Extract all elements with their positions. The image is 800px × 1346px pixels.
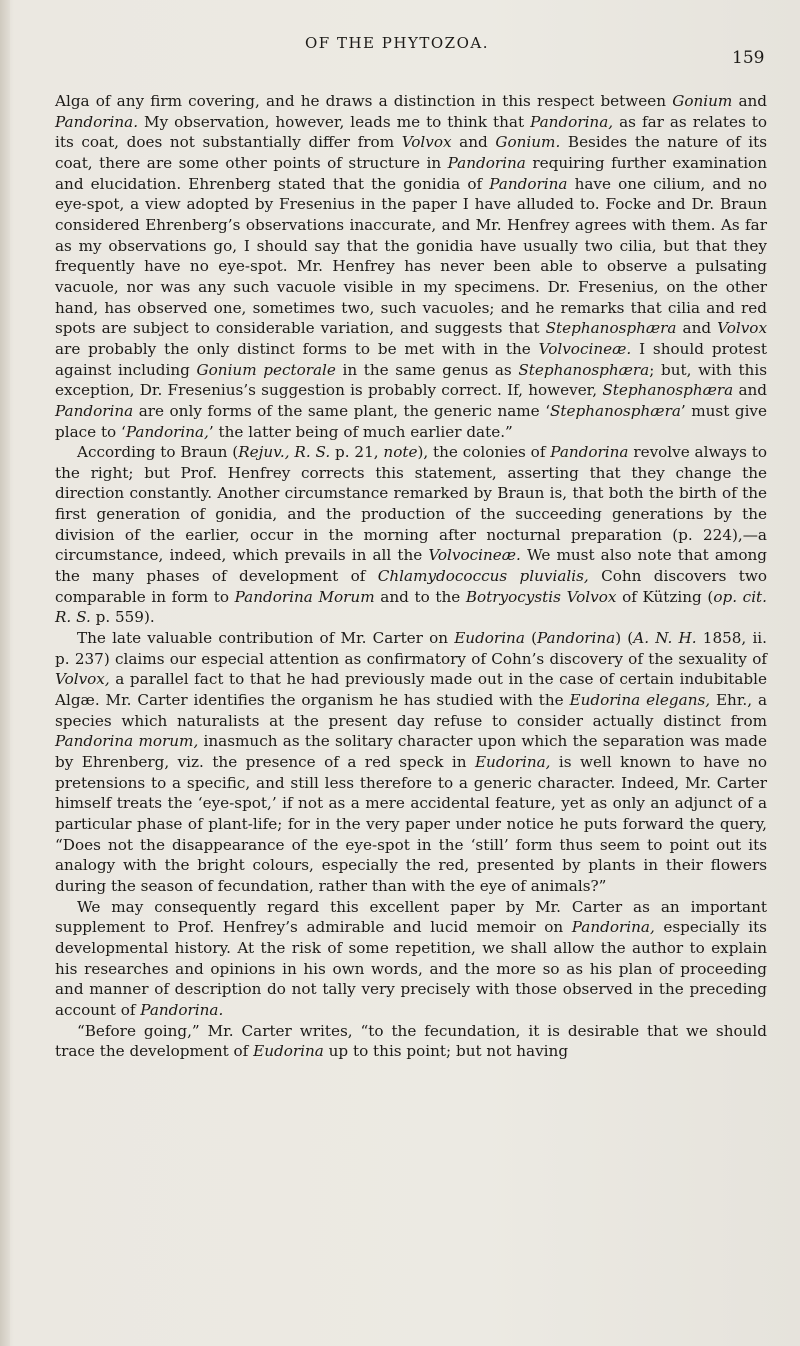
running-head: OF THE PHYTOZOA. xyxy=(305,34,489,52)
text-run: ; but, with this exception, Dr. Fresenius’s suggestion is probably correct. If, however, xyxy=(55,360,767,400)
text-run: I should protest against including xyxy=(55,339,767,379)
text-run: and xyxy=(451,133,496,152)
italic-run: Volvocineæ. xyxy=(428,546,521,565)
italic-run: Pandorina morum, xyxy=(55,732,199,751)
text-run: up to this point; but not having xyxy=(323,1042,569,1061)
text-run: in the same genus as xyxy=(335,360,519,379)
text-run: as far as relates to its coat, does not substantially differ from xyxy=(55,112,767,152)
italic-run: Rejuv., R. S. xyxy=(238,443,331,462)
text-run: 1858, ii. p. 237) claims our especial attention as confirmatory of Cohn’s discovery of the sexuality of xyxy=(55,629,767,668)
italic-run: Pandorina, xyxy=(125,422,209,441)
italic-run: Pandorina, xyxy=(571,918,655,937)
text-run: p. 21, xyxy=(330,443,384,462)
text-run: ’ the latter being of much earlier date.” xyxy=(208,422,513,441)
text-run: ’ must give place to ‘ xyxy=(55,401,767,441)
text-run: have one cilium, and no eye-spot, a view adopted by Fresenius in the paper I have alluded to. Focke and Dr. Braun considered Ehrenberg’s observations inaccurate, and Mr. Henfrey agrees with them. As far as my observations go, I should say that the gonidia have usually two cilia, but that they frequently have no eye-spot. Mr. Henfrey has never been able to observe a pulsating vacuole, nor was any such vacuole visible in my specimens. Dr. Fresenius, on the other hand, has observed one, sometimes two, such vacuoles; and he remarks that cilia and red spots are subject to considerable variation, and suggests that xyxy=(55,174,767,338)
italic-run: Stephanosphæra xyxy=(550,401,681,420)
text-run: The late valuable contribution of Mr. Carter on xyxy=(77,629,455,648)
italic-run: Pandorina. xyxy=(140,1000,224,1019)
text-run: and xyxy=(732,92,768,110)
text-run: and to the xyxy=(374,587,466,606)
paragraph-4 xyxy=(55,897,767,1021)
italic-run: Eudorina elegans, xyxy=(569,691,711,710)
paragraph-2 xyxy=(55,442,767,628)
italic-run: Volvox, xyxy=(55,670,110,689)
italic-run: Eudorina, xyxy=(474,753,551,771)
text-run: a parallel fact to that he had previously made out in the case of certain indubitable Algæ. Mr. Carter identifies the organism he has studied with the xyxy=(55,670,767,710)
italic-run: Pandorina. xyxy=(55,112,139,131)
italic-run: Pandorina xyxy=(447,153,526,172)
text-run: We may consequently regard this excellent paper by Mr. Carter as an important supplement to Prof. Henfrey’s admirable and lucid memoir on xyxy=(55,897,767,937)
italic-run: Botryocystis Volvox xyxy=(465,587,617,606)
italic-run: Volvox xyxy=(401,133,452,152)
italic-run: Pandorina, xyxy=(530,112,614,131)
text-run: “Before going,” Mr. Carter writes, “to the fecundation, it is desirable that we should trace the development of xyxy=(55,1021,767,1061)
text-run: ), the colonies of xyxy=(417,443,551,462)
text-run: My observation, however, leads me to think that xyxy=(138,112,531,131)
text-run: and xyxy=(676,319,718,338)
italic-run: Gonium. xyxy=(495,133,561,152)
text-run: Alga of any firm covering, and he draws a distinction in this respect between xyxy=(55,92,673,110)
page-spine-shadow xyxy=(0,0,10,1346)
italic-run: Pandorina xyxy=(489,174,568,193)
text-run: ) ( xyxy=(615,629,634,648)
italic-run: Chlamydococcus pluvialis, xyxy=(377,567,589,586)
italic-run: Pandorina xyxy=(550,443,629,462)
italic-run: Pandorina xyxy=(55,401,134,420)
text-run: According to Braun ( xyxy=(77,443,239,462)
italic-run: Pandorina xyxy=(537,629,616,648)
italic-run: Gonium pectorale xyxy=(196,360,336,379)
italic-run: A. N. H. xyxy=(633,629,697,648)
page-number: 159 xyxy=(732,48,765,68)
text-run: are probably the only distinct forms to be met with in the xyxy=(55,339,539,358)
italic-run: Stephanosphæra xyxy=(518,360,650,379)
italic-run: Stephanosphæra xyxy=(602,381,734,400)
text-run: especially its developmental history. At the risk of some repetition, we shall allow the author to explain his researches and opinions in his own words, and the more so as his plan of proceeding and manner of description do not tally very precisely with those observed in the preceding account of xyxy=(55,918,767,1019)
text-run: and xyxy=(733,381,768,400)
text-run: inasmuch as the solitary character upon which the separation was made by Ehrenberg, viz. the presence of a red speck in xyxy=(55,732,767,771)
paragraph-5 xyxy=(55,1021,767,1062)
page-header xyxy=(0,0,800,68)
text-run: are only forms of the same plant, the generic name ‘ xyxy=(133,401,551,420)
italic-run: Volvocineæ. xyxy=(538,339,632,358)
text-run: ( xyxy=(524,629,537,648)
text-run: Cohn discovers two comparable in form to xyxy=(55,567,768,606)
text-run: of Kützing ( xyxy=(616,587,714,606)
text-run: Besides the nature of its coat, there are some other points of structure in xyxy=(55,133,767,172)
text-run: is well known to have no pretensions to a specific, and still less therefore to a generic character. Indeed, Mr. Carter himself treats the ‘eye-spot,’ if not as a mere accidental feature, yet as only an adjunct of a particular phase of plant-life; for in the very paper under notice he puts forward the query, “Does not the disappearance of the eye-spot in the ‘still’ form thus seem to point out its analogy with the bright colours, especially the red, presented by plants in their flowers during the season of fecundation, rather than with the eye of animals?” xyxy=(55,753,767,895)
text-run: revolve always to the right; but Prof. Henfrey corrects this statement, asserting that they change the direction constantly. Another circumstance remarked by Braun is, that both the birth of the first generation of gonidia, and the production of the succeeding generations by the division of the earlier, occur in the morning after nocturnal preparation (p. 224),—a circumstance, indeed, which prevails in all the xyxy=(55,443,767,565)
italic-run: Eudorina xyxy=(454,629,525,648)
text-run: Ehr., a species which naturalists at the present day refuse to consider actually distinct from xyxy=(55,691,768,730)
paragraph-1 xyxy=(55,91,767,442)
text-run: We must also note that among the many phases of development of xyxy=(55,546,767,586)
text-run: p. 559). xyxy=(90,608,155,627)
italic-run: op. cit. R. S. xyxy=(55,587,767,627)
italic-run: Gonium xyxy=(672,92,733,110)
italic-run: Stephanosphæra xyxy=(545,319,677,338)
paragraph-3 xyxy=(55,628,767,897)
italic-run: Volvox xyxy=(717,319,768,338)
text-run: requiring further examination and elucidation. Ehrenberg stated that the gonidia of xyxy=(55,153,767,193)
body-text xyxy=(55,91,767,1062)
italic-run: Pandorina Morum xyxy=(234,587,375,606)
italic-run: note xyxy=(383,443,418,462)
italic-run: Eudorina xyxy=(253,1042,324,1061)
